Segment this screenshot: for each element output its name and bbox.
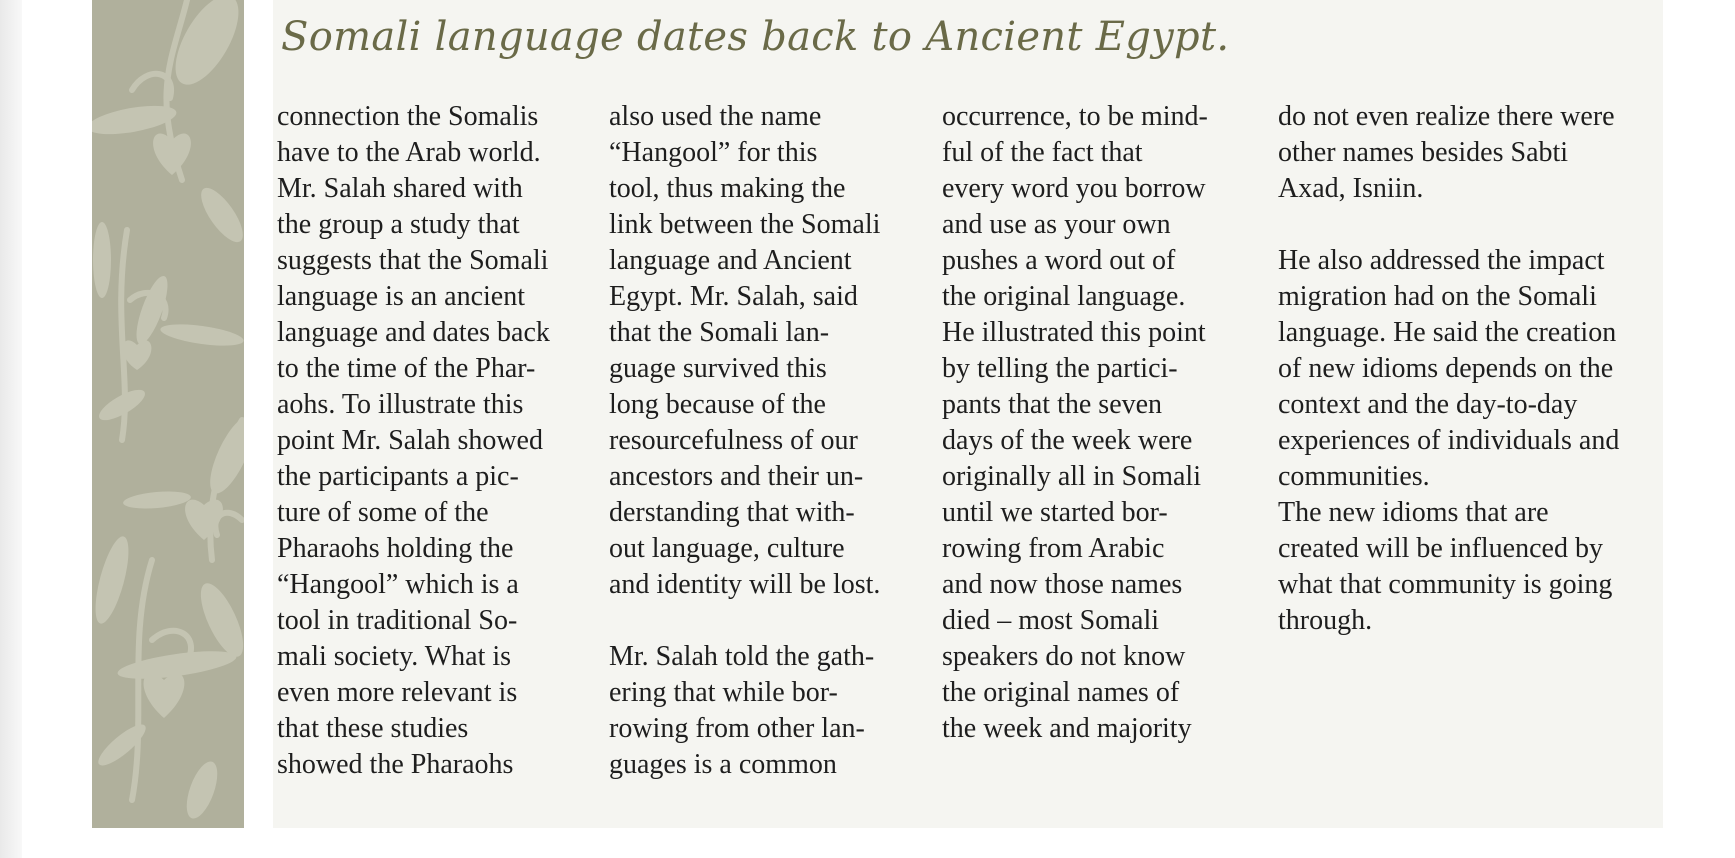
text-line: the original names of — [942, 677, 1180, 708]
text-line: Pharaohs holding the — [277, 533, 514, 564]
text-line: that the Somali lan- — [609, 317, 830, 348]
text-line: language is an ancient — [277, 281, 526, 312]
article-title: Somali language dates back to Ancient Egypt. — [281, 14, 1230, 60]
text-line: derstanding that with- — [609, 497, 855, 528]
text-line: speakers do not know — [942, 641, 1186, 672]
text-line: days of the week were — [942, 425, 1193, 456]
text-line: context and the day-to-day — [1278, 389, 1578, 420]
text-line: out language, culture — [609, 533, 845, 564]
text-line: resourcefulness of our — [609, 425, 858, 456]
text-line: through. — [1278, 605, 1373, 636]
text-line: mali society. What is — [277, 641, 512, 672]
text-line: the week and majority — [942, 713, 1192, 744]
text-line: that these studies — [277, 713, 469, 744]
text-column-1 — [277, 99, 550, 783]
text-line: other names besides Sabti — [1278, 137, 1569, 168]
text-line: ture of some of the — [277, 497, 489, 528]
text-line: language and dates back — [277, 317, 550, 348]
text-line: guage survived this — [609, 353, 827, 384]
text-line: communities. — [1278, 461, 1430, 492]
text-line: died – most Somali — [942, 605, 1159, 636]
text-line: The new idioms that are — [1278, 497, 1549, 528]
text-line: ancestors and their un- — [609, 461, 864, 492]
text-line: also used the name — [609, 101, 822, 132]
text-line: every word you borrow — [942, 173, 1206, 204]
text-line: occurrence, to be mind- — [942, 101, 1208, 132]
text-line: migration had on the Somali — [1278, 281, 1597, 312]
text-line: language and Ancient — [609, 245, 852, 276]
text-line: and use as your own — [942, 209, 1171, 240]
text-line: the participants a pic- — [277, 461, 519, 492]
text-line: Axad, Isniin. — [1278, 173, 1424, 204]
text-line: pushes a word out of — [942, 245, 1176, 276]
text-line: rowing from Arabic — [942, 533, 1165, 564]
text-line: showed the Pharaohs — [277, 749, 514, 780]
text-line: experiences of individuals and — [1278, 425, 1620, 456]
text-line: rowing from other lan- — [609, 713, 865, 744]
text-line: link between the Somali — [609, 209, 881, 240]
text-line: connection the Somalis — [277, 101, 539, 132]
floral-ornament-icon — [92, 0, 244, 828]
text-line: suggests that the Somali — [277, 245, 549, 276]
text-line: pants that the seven — [942, 389, 1163, 420]
text-line: tool, thus making the — [609, 173, 846, 204]
text-line: long because of the — [609, 389, 826, 420]
text-line: ering that while bor- — [609, 677, 838, 708]
text-line: do not even realize there were — [1278, 101, 1615, 132]
text-line: originally all in Somali — [942, 461, 1201, 492]
text-column-4 — [1278, 99, 1619, 639]
text-line: what that community is going — [1278, 569, 1613, 600]
text-line: and now those names — [942, 569, 1183, 600]
text-line: Egypt. Mr. Salah, said — [609, 281, 858, 312]
text-line: He illustrated this point — [942, 317, 1206, 348]
text-column-3 — [942, 99, 1208, 747]
viewer-left-edge — [0, 0, 22, 858]
text-line: of new idioms depends on the — [1278, 353, 1614, 384]
text-line: aohs. To illustrate this — [277, 389, 524, 420]
text-line: ful of the fact that — [942, 137, 1143, 168]
text-line: by telling the partici- — [942, 353, 1178, 384]
text-line: Mr. Salah shared with — [277, 173, 523, 204]
text-line: Mr. Salah told the gath- — [609, 641, 875, 672]
text-line: have to the Arab world. — [277, 137, 541, 168]
decorative-side-band — [92, 0, 244, 828]
text-line: the original language. — [942, 281, 1186, 312]
text-line — [609, 603, 880, 639]
text-line: guages is a common — [609, 749, 837, 780]
text-column-2 — [609, 99, 880, 783]
text-line: and identity will be lost. — [609, 569, 881, 600]
text-line: language. He said the creation — [1278, 317, 1617, 348]
text-line: even more relevant is — [277, 677, 518, 708]
text-line: the group a study that — [277, 209, 520, 240]
text-line: “Hangool” which is a — [277, 569, 519, 600]
text-line: created will be influenced by — [1278, 533, 1603, 564]
text-line: to the time of the Phar- — [277, 353, 536, 384]
text-line — [1278, 207, 1619, 243]
text-line: “Hangool” for this — [609, 137, 818, 168]
text-line: until we started bor- — [942, 497, 1168, 528]
text-line: tool in traditional So- — [277, 605, 518, 636]
text-line: point Mr. Salah showed — [277, 425, 543, 456]
text-line: He also addressed the impact — [1278, 245, 1605, 276]
